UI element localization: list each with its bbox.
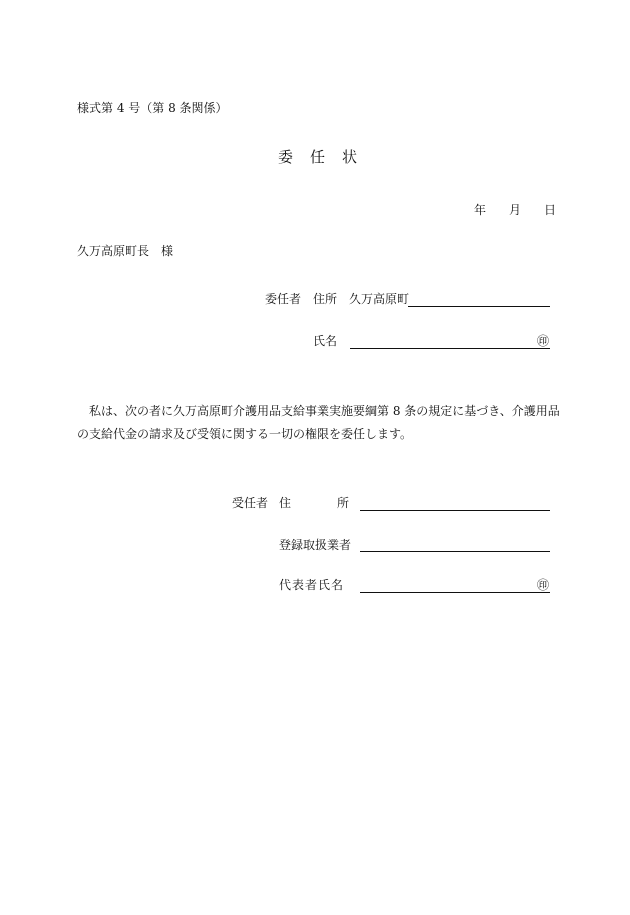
date-year-label: 年 xyxy=(474,203,487,217)
date-day-label: 日 xyxy=(544,203,557,217)
registered-business-label: 登録取扱業者 xyxy=(279,538,352,552)
delegator-role-label: 委任者 xyxy=(265,292,302,306)
delegator-address-label: 住所 xyxy=(313,292,338,306)
statement-line-1: 私は、次の者に久万高原町介護用品支給事業実施要綱第 8 条の規定に基づき、介護用品 xyxy=(77,404,560,418)
representative-name-blank xyxy=(360,592,550,593)
delegate-address-label-second: 所 xyxy=(337,496,350,510)
delegator-name-blank xyxy=(350,348,550,349)
form-number: 様式第 4 号（第 8 条関係） xyxy=(77,101,228,115)
delegate-address-label-first: 住 xyxy=(279,496,292,510)
delegate-role-label: 受任者 xyxy=(232,496,269,510)
statement-line-2: の支給代金の請求及び受領に関する一切の権限を委任します。 xyxy=(77,427,413,441)
document-title: 委 任 状 xyxy=(278,148,359,166)
registered-business-blank xyxy=(360,551,550,552)
delegate-address-blank xyxy=(360,510,550,511)
representative-name-label: 代表者氏名 xyxy=(279,578,345,592)
delegator-seal-mark: ㊞ xyxy=(537,334,550,348)
date-month-label: 月 xyxy=(509,203,522,217)
delegator-address-blank xyxy=(408,306,550,307)
delegator-name-label: 氏名 xyxy=(313,334,338,348)
addressee: 久万高原町長 様 xyxy=(77,244,174,258)
delegator-address-prefix: 久万高原町 xyxy=(349,292,410,306)
delegate-seal-mark: ㊞ xyxy=(537,578,550,592)
